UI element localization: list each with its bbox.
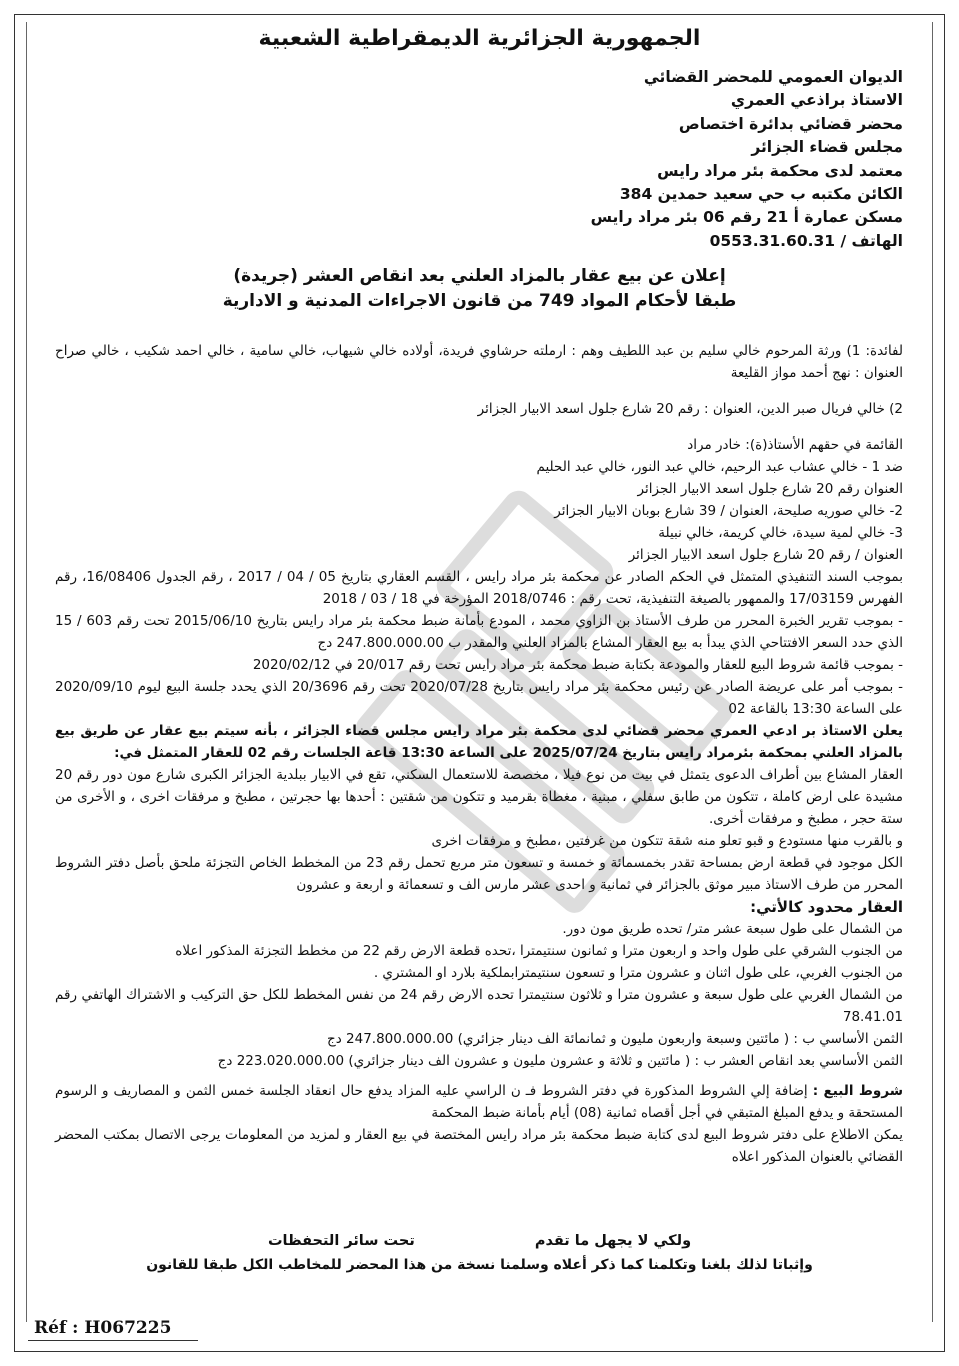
conditions-text: إضافة إلي الشروط المذكورة في دفتر الشروط فـ ن الراسي عليه المزاد يدفع حال انعقاد الجلسة خمس الثمن و المصاريف و الرسوم المستحقة و يدفع المبلغ المتبقي في أجل أقصاه ثمانية (08) أيام بأمانة ضبط المحكمة — [55, 1083, 903, 1121]
announcement-paragraph: يعلن الاستاذ بر ادعي العمري محضر قضائي لدى محكمة بئر مراد رايس مجلس قضاء الجزائر ، بأنه سيتم بيع عقار عن طريق بيع بالمزاد العلني بمحكمة بئرمراد رايس بتاريخ 2025/07/24 على الساعة 13:30 قاعة الجلسات رقم 02 للعقار المتمثل في: — [55, 723, 903, 761]
beneficiary-paragraph: لفائدة: 1) ورثة المرحوم خالي سليم بن عبد اللطيف وهم : ارملته حرشاوي فريدة، أولاده خالي شيهاب، خالي سامية ، خالي احمد شكيب ، خالي صراح العنوان : نهج أحمد مواز القليعة — [55, 343, 903, 381]
grounds-paragraph: بموجب السند التنفيذي المتمثل في الحكم الصادر عن محكمة بئر مراد رايس ، القسم العقاري بتاريخ 05 / 04 / 2017 ، رقم الجدول 16/08406، رقم الفهرس 17/03159 والممهور بالصيغة التنفيذية، تحت رقم : 2018/0746 المؤرخة في 18 / 03 / 2018 — [55, 569, 903, 607]
conditions-label: شروط البيع : — [812, 1083, 903, 1099]
reference-underline — [28, 1340, 198, 1341]
grounds-paragraph: - بموجب تقرير الخبرة المحرر من طرف الأستاذ بن الزاوي محمد ، المودع بأمانة ضبط محكمة بئر مراد رايس بتاريخ 2015/06/10 تحت رقم 603 / 15 الذي حدد السعر الافتتاحي الذي يبدأ به بيع العقار المشاع بالمزاد العلني والمقدر ب 247.800.000.00 دج — [55, 613, 903, 651]
office-header-line: محضر قضائي بدائرة اختصاص — [678, 114, 903, 133]
inspection-paragraph: يمكن الاطلاع على دفتر شروط البيع لدى كتابة ضبط محكمة بئر مراد رايس المختصة في بيع العقار و لمزيد من المعلومات يرجى الاتصال بمكتب المحضر القضائي بالعنوان المذكور اعلاه — [55, 1127, 903, 1165]
office-header-line: مجلس قضاء الجزائر — [751, 138, 903, 157]
beneficiary-paragraph: 2) خالي فريال صبر الدين، العنوان : رقم 20 شارع جلول اسعد الابيار الجزائر — [477, 401, 903, 417]
closing-line-right: ولكي لا يجهل ما تقدم — [534, 1233, 692, 1249]
bounds-line: من الشمال الغربي على طول سبعة و عشرون مترا و ثلاثون سنتيمترا تحده الارض رقم 24 من نفس المخطط للكل حق التركيب و الاشتراك الهاتفي رقم 78.41.01 — [55, 987, 903, 1025]
grounds-paragraph: - بموجب أمر على عريضة الصادر عن رئيس محكمة بئر مراد رايس بتاريخ 2020/07/28 تحت رقم 20/3696 الذي يحدد جلسة البيع ليوم 2020/09/10 على الساعة 13:30 بالقاعة 02 — [55, 679, 903, 717]
against-line: ضد 1 - خالي عشاب عبد الرحيم، خالي عبد النور، خالي عبد الحليم — [536, 459, 903, 475]
against-line: العنوان رقم 20 شارع جلول اسعد الابيار الجزائر — [637, 481, 903, 497]
office-header-line: مسكن عمارة أ 21 رقم 06 بئر مراد رايس — [590, 208, 903, 227]
office-header-line: الاستاذ براذعي العمري — [730, 91, 903, 110]
office-header — [403, 66, 903, 253]
closing-block — [0, 1233, 959, 1273]
bounds-line: من الشمال على طول سبعة عشر متر/ تحده طريق مون دور. — [562, 921, 903, 937]
property-paragraph: و بالقرب منها مستودع و قبو تعلو منه شقة تتكون من غرفتين ،مطبخ و مرفقات اخرى — [431, 833, 903, 849]
office-header-line: معتمد لدى محكمة بئر مراد رايس — [657, 161, 903, 180]
notice-body — [55, 340, 903, 1168]
notice-title-line: إعلان عن بيع عقار بالمزاد العلني بعد انقاص العشر (جريدة) — [233, 266, 726, 286]
closing-final-line: وإثباتا لذلك بلغنا وتكلمنا كما ذكر أعلاه وسلمنا نسخة من هذا المحضر للمخاطب الكل طبقا للقانون — [146, 1257, 813, 1273]
conditions-paragraph — [55, 1080, 903, 1124]
property-paragraph: العقار المشاع بين أطراف الدعوى يتمثل في بيت من نوع فيلا ، مخصصة للاستعمال السكني، تقع في الابيار ببلدية الجزائر الكبرى شارع مون دور رقم 20 مشيدة على ارض كاملة ، تتكون من طابق سفلي ، مبنية ، مغطاة بقرميد و تتكون من شقتين : أحدها بها حجرتين ، مطبخ و مرفقات اخرى ، و الأخرى من ستة حجر ، مطبخ و مرفقات أخرى. — [55, 767, 903, 827]
bounds-line: من الجنوب الغربي، على طول اثنان و عشرون مترا و تسعون سنتيمترابملكية بلارد او المشتري . — [373, 965, 903, 981]
closing-line-left: تحت سائر التحفظات — [267, 1233, 415, 1249]
notice-title-line: طبقا لأحكام المواد 749 من قانون الاجراءات المدنية و الادارية — [222, 291, 737, 311]
against-line: 2- خالي صوريه صليحة، العنوان / 39 شارع بوبان الابيار الجزائر — [554, 503, 903, 519]
against-line: العنوان / رقم 20 شارع جلول اسعد الابيار الجزائر — [628, 547, 903, 563]
republic-title: الجمهورية الجزائرية الديمقراطية الشعبية — [258, 26, 701, 51]
office-header-line: الديوان العمومي للمحضر القضائي — [643, 68, 903, 86]
grounds-paragraph: - بموجب قائمة شروط البيع للعقار والمودعة بكتابة ضبط محكمة بئر مراد رايس تحت رقم 20/017 في 2020/02/12 — [252, 657, 903, 673]
against-line: 3- خالي لمية سيدة، خالي كريمة، خالي نبيلة — [658, 525, 903, 541]
bounds-title: العقار محدود كالأتي: — [750, 898, 903, 916]
notice-title — [0, 264, 959, 314]
reference-number — [34, 1318, 171, 1338]
base-price-line: الثمن الأساسي ب : ( مائتين وسبعة واربعون مليون و ثمانمائة الف دينار جزائري) 247.800.000.00 دج — [326, 1031, 903, 1047]
reference-text: Réf : H067225 — [34, 1318, 172, 1338]
reduced-price-line: الثمن الأساسي بعد انقاص العشر ب : ( مائتين و ثلاثة و عشرون مليون و عشرون الف دينار جزائري) 223.020.000.00 دج — [217, 1053, 903, 1069]
property-paragraph: الكل موجود في قطعة ارض بمساحة تقدر بخمسمائة و خمسة و تسعون متر مربع تحمل رقم 23 من المخطط الخاص التجزئة ملحق بأصل دفتر الشروط المحرر من طرف الاستاذ مبير موثق بالجزائر في ثمانية و احدى عشر مارس الف و تسعمائة و اربعة و عشرون — [55, 855, 903, 893]
bounds-line: من الجنوب الشرقي على طول واحد و اربعون مترا و ثمانون سنتيمترا ،تحده قطعة الارض رقم 22 من مخطط التجزئة المذكور اعلاه — [175, 943, 903, 959]
lawyer-line: القائمة في حقهم الأستاذ(ة): خادر مراد — [687, 437, 903, 453]
office-header-line: الهاتف / 0553.31.60.31 — [709, 231, 903, 250]
office-header-line: الكائن مكتبه ب حي سعيد حمدين 384 — [619, 185, 903, 204]
